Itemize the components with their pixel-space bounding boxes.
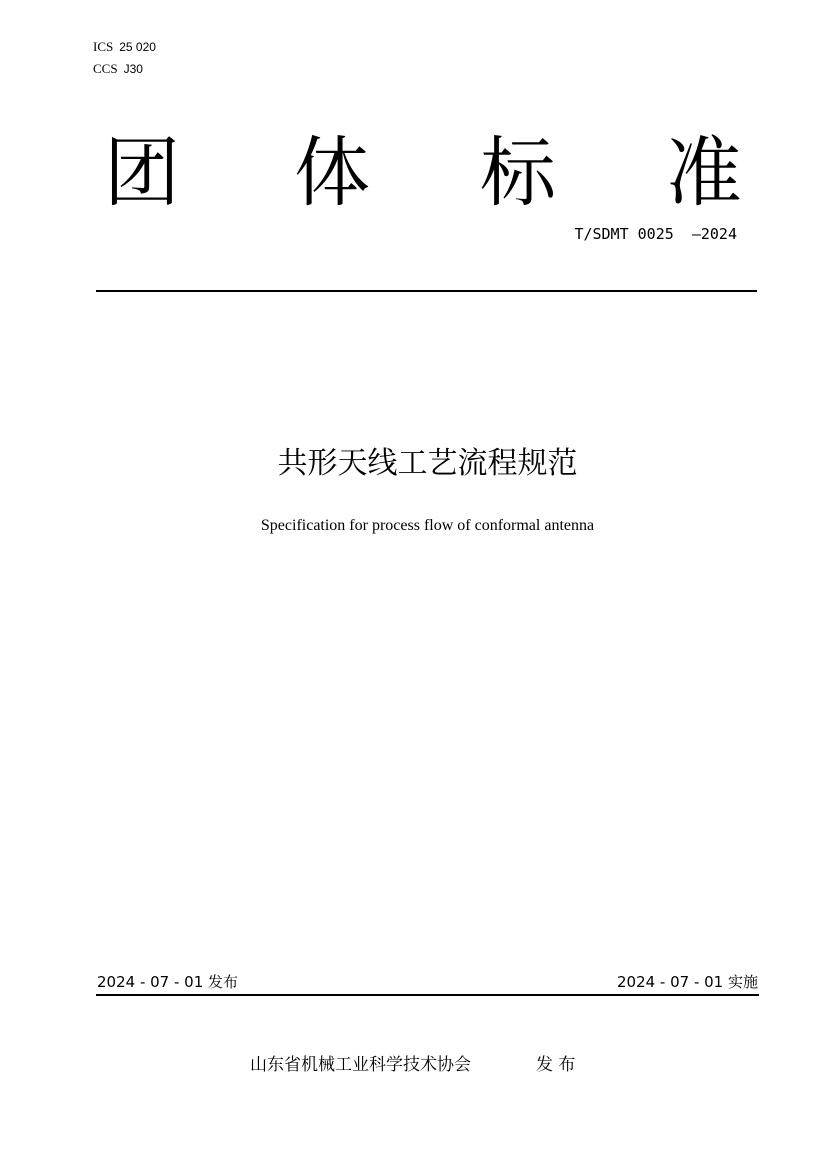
document-title-chinese: 共形天线工艺流程规范 (277, 446, 578, 481)
ccs-line (93, 62, 143, 76)
ccs-label: CCS (93, 61, 118, 76)
standard-type-char: 体 (294, 128, 370, 217)
ics-value: 25 020 (119, 40, 156, 54)
document-title-english: Specification for process flow of conformal antenna (260, 517, 595, 534)
standard-type-char: 准 (666, 128, 742, 217)
ics-line (93, 40, 156, 54)
standard-type-char: 团 (104, 128, 180, 217)
ccs-value: J30 (123, 62, 143, 76)
issue-date: 2024 - 07 - 01 发布 (97, 973, 239, 991)
header-divider (96, 290, 757, 292)
standard-type-char: 标 (480, 128, 556, 217)
standard-number: T/SDMT 0025 —2024 (574, 225, 737, 243)
ics-label: ICS (93, 39, 114, 54)
implementation-date: 2024 - 07 - 01 实施 (616, 973, 758, 991)
publish-action: 发 布 (536, 1055, 576, 1075)
footer-divider (96, 994, 759, 996)
publisher-name: 山东省机械工业科学技术协会 (250, 1055, 471, 1075)
